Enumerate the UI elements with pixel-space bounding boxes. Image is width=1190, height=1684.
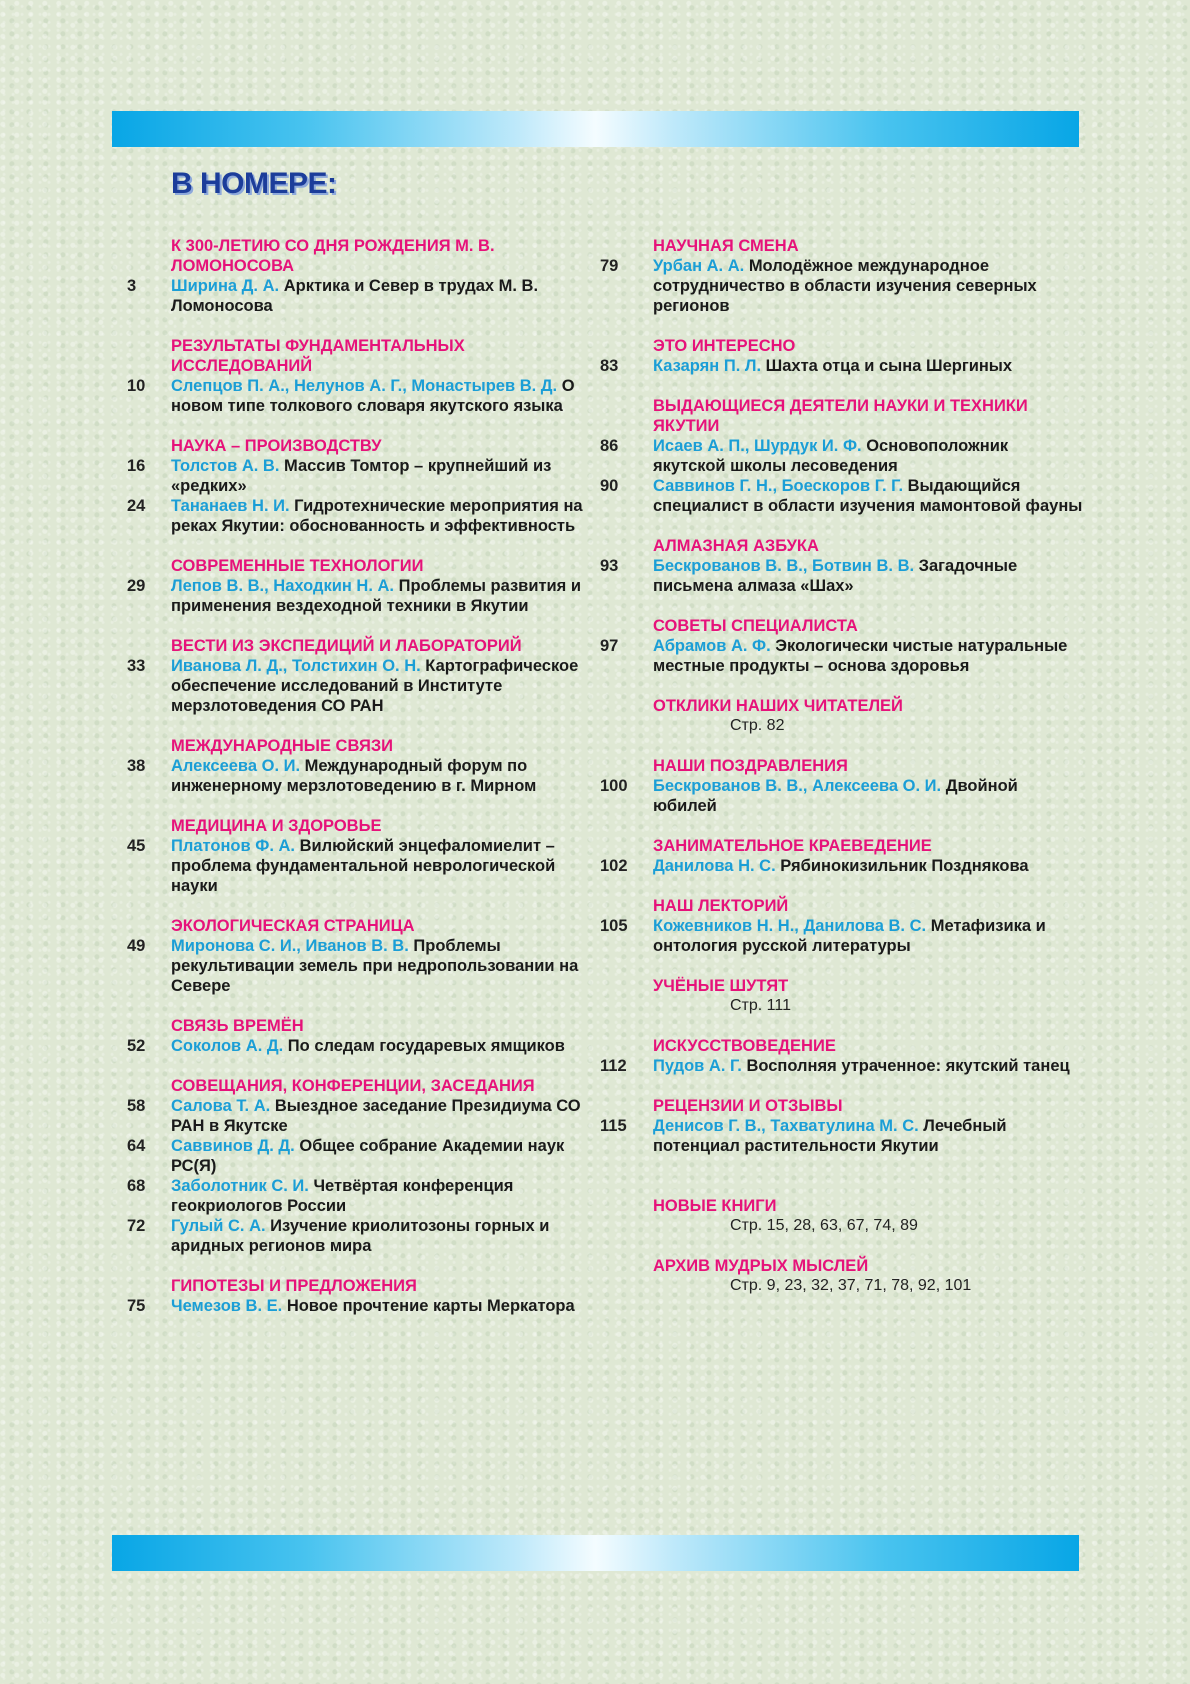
page-number: 10: [127, 377, 146, 395]
toc-section: [600, 396, 1085, 516]
entry-title: Молодёжное международное сотрудничество в области изучения северных регионов: [653, 257, 1037, 315]
page-number: 97: [600, 637, 619, 655]
entry-text: [171, 836, 598, 896]
entry-text: [653, 436, 1085, 476]
toc-section: [118, 336, 598, 416]
section-heading: ВЕСТИ ИЗ ЭКСПЕДИЦИЙ И ЛАБОРАТОРИЙ: [171, 637, 522, 655]
toc-section: [118, 736, 598, 796]
page-number: 24: [127, 497, 146, 515]
section-heading: НАШИ ПОЗДРАВЛЕНИЯ: [653, 757, 848, 775]
page-number: 83: [600, 357, 619, 375]
section-heading: СВЯЗЬ ВРЕМЁН: [171, 1017, 304, 1035]
toc-entry[interactable]: [118, 1036, 598, 1056]
entry-text: [171, 1216, 598, 1256]
toc-entry[interactable]: [118, 376, 598, 416]
entry-title: Шахта отца и сына Шергиных: [765, 357, 1013, 375]
entry-title: По следам государевых ямщиков: [287, 1037, 565, 1055]
entry-text: [171, 496, 598, 536]
toc-entry[interactable]: [600, 636, 1085, 676]
page-number: 105: [600, 917, 628, 935]
toc-section: [118, 556, 598, 616]
section-heading: РЕЦЕНЗИИ И ОТЗЫВЫ: [653, 1097, 843, 1115]
toc-entry[interactable]: [600, 1116, 1085, 1156]
entry-title: О новом типе толкового словаря якутского языка: [171, 377, 575, 415]
toc-entry[interactable]: [600, 1056, 1085, 1076]
toc-entry[interactable]: [600, 556, 1085, 596]
page-number: 49: [127, 937, 146, 955]
section-heading: ЭКОЛОГИЧЕСКАЯ СТРАНИЦА: [171, 917, 415, 935]
toc-section: [600, 536, 1085, 596]
entry-author: Салова Т. А.: [171, 1097, 271, 1115]
entry-title: Проблемы рекультивации земель при недропользовании на Севере: [171, 937, 579, 995]
page-number: 29: [127, 577, 146, 595]
entry-text: [171, 1296, 598, 1316]
entry-title: Проблемы развития и применения вездеходной техники в Якутии: [171, 577, 582, 615]
section-heading: СОВРЕМЕННЫЕ ТЕХНОЛОГИИ: [171, 557, 424, 575]
page-number: 64: [127, 1137, 146, 1155]
toc-section: [118, 636, 598, 716]
toc-entry[interactable]: [600, 356, 1085, 376]
page-number: 115: [600, 1117, 627, 1135]
section-heading: АЛМАЗНАЯ АЗБУКА: [653, 537, 819, 555]
page-number: 100: [600, 777, 628, 795]
section-heading: СОВЕЩАНИЯ, КОНФЕРЕНЦИИ, ЗАСЕДАНИЯ: [171, 1077, 535, 1095]
entry-author: Миронова С. И., Иванов В. В.: [171, 937, 409, 955]
entry-text: [171, 456, 598, 496]
toc-section: [600, 336, 1085, 376]
entry-author: Ширина Д. А.: [171, 277, 280, 295]
toc-entry[interactable]: [118, 1096, 598, 1136]
page-title: В НОМЕРЕ:: [171, 167, 337, 200]
page-number: 3: [127, 277, 137, 295]
toc-right-column: [600, 236, 1085, 1316]
page-reference: Стр. 82: [730, 717, 785, 734]
page-number: 86: [600, 437, 619, 455]
top-decorative-band: [112, 111, 1079, 147]
toc-section: [600, 1036, 1085, 1076]
toc-section: [118, 436, 598, 536]
entry-title: Массив Томтор – крупнейший из «редких»: [171, 457, 552, 495]
bottom-decorative-band: [112, 1535, 1079, 1571]
page-reference: Стр. 111: [730, 997, 791, 1014]
section-heading: АРХИВ МУДРЫХ МЫСЛЕЙ: [653, 1257, 869, 1275]
section-heading: РЕЗУЛЬТАТЫ ФУНДАМЕНТАЛЬНЫХ ИССЛЕДОВАНИЙ: [171, 337, 465, 375]
page-number: 58: [127, 1097, 146, 1115]
toc-entry[interactable]: [600, 776, 1085, 816]
toc-entry[interactable]: [118, 576, 598, 616]
entry-title: Лечебный потенциал растительности Якутии: [653, 1117, 1007, 1155]
section-heading: СОВЕТЫ СПЕЦИАЛИСТА: [653, 617, 858, 635]
toc-entry[interactable]: [118, 1136, 598, 1176]
entry-author: Заболотник С. И.: [171, 1177, 309, 1195]
section-heading: ОТКЛИКИ НАШИХ ЧИТАТЕЛЕЙ: [653, 697, 903, 715]
section-heading: ГИПОТЕЗЫ И ПРЕДЛОЖЕНИЯ: [171, 1277, 417, 1295]
toc-section: [118, 816, 598, 896]
page-number: 45: [127, 837, 146, 855]
toc-entry[interactable]: [118, 656, 598, 716]
toc-section: [600, 696, 1085, 736]
entry-text: [653, 1056, 1085, 1076]
section-heading: ЗАНИМАТЕЛЬНОЕ КРАЕВЕДЕНИЕ: [653, 837, 932, 855]
entry-text: [653, 776, 1085, 816]
entry-author: Бескрованов В. В., Ботвин В. В.: [653, 557, 915, 575]
entry-author: Толстов А. В.: [171, 457, 280, 475]
entry-text: [171, 576, 598, 616]
toc-section: [600, 756, 1085, 816]
entry-text: [653, 356, 1085, 376]
toc-left-column: [118, 236, 598, 1336]
entry-author: Саввинов Д. Д.: [171, 1137, 295, 1155]
entry-text: [653, 856, 1085, 876]
page-reference: Стр. 15, 28, 63, 67, 74, 89: [730, 1217, 918, 1234]
entry-author: Соколов А. Д.: [171, 1037, 284, 1055]
section-heading: НАШ ЛЕКТОРИЙ: [653, 897, 789, 915]
entry-text: [171, 1136, 598, 1176]
toc-section: [600, 616, 1085, 676]
toc-section: [118, 916, 598, 996]
toc-entry[interactable]: [600, 476, 1085, 516]
toc-section: [118, 1276, 598, 1316]
entry-title: Новое прочтение карты Меркатора: [286, 1297, 575, 1315]
page-number: 38: [127, 757, 146, 775]
toc-entry[interactable]: [118, 836, 598, 896]
entry-text: [171, 936, 598, 996]
entry-author: Данилова Н. С.: [653, 857, 776, 875]
entry-author: Платонов Ф. А.: [171, 837, 295, 855]
entry-text: [171, 276, 598, 316]
toc-entry[interactable]: [600, 256, 1085, 316]
toc-entry[interactable]: [118, 756, 598, 796]
toc-entry[interactable]: [118, 1216, 598, 1256]
toc-section: [600, 1256, 1085, 1296]
toc-section: [118, 1016, 598, 1056]
entry-text: [653, 556, 1085, 596]
entry-author: Иванова Л. Д., Толстихин О. Н.: [171, 657, 421, 675]
entry-author: Алексеева О. И.: [171, 757, 301, 775]
toc-entry[interactable]: [600, 856, 1085, 876]
section-heading: ЭТО ИНТЕРЕСНО: [653, 337, 796, 355]
entry-author: Исаев А. П., Шурдук И. Ф.: [653, 437, 862, 455]
entry-title: Четвёртая конференция геокриологов России: [171, 1177, 514, 1215]
entry-author: Урбан А. А.: [653, 257, 745, 275]
section-heading: МЕЖДУНАРОДНЫЕ СВЯЗИ: [171, 737, 394, 755]
entry-author: Гулый С. А.: [171, 1217, 266, 1235]
entry-title: Двойной юбилей: [653, 777, 1018, 815]
page-number: 68: [127, 1177, 146, 1195]
toc-section: [600, 896, 1085, 956]
entry-text: [653, 476, 1085, 516]
entry-text: [171, 1096, 598, 1136]
section-heading: МЕДИЦИНА И ЗДОРОВЬЕ: [171, 817, 382, 835]
toc-entry[interactable]: [600, 916, 1085, 956]
entry-author: Пудов А. Г.: [653, 1057, 742, 1075]
toc-entry[interactable]: [118, 1176, 598, 1216]
entry-text: [653, 916, 1085, 956]
entry-author: Слепцов П. А., Нелунов А. Г., Монастырев В. Д.: [171, 377, 558, 395]
entry-title: Выездное заседание Президиума СО РАН в Якутске: [171, 1097, 581, 1135]
entry-title: Международный форум по инженерному мерзлотоведению в г. Мирном: [171, 757, 537, 795]
entry-author: Казарян П. Л.: [653, 357, 762, 375]
toc-entry[interactable]: [118, 936, 598, 996]
page-number: 16: [127, 457, 146, 475]
entry-text: [171, 376, 598, 416]
entry-title: Экологически чистые натуральные местные продукты – основа здоровья: [653, 637, 1068, 675]
entry-author: Абрамов А. Ф.: [653, 637, 771, 655]
entry-author: Денисов Г. В., Тахватулина М. С.: [653, 1117, 919, 1135]
entry-title: Общее собрание Академии наук РС(Я): [171, 1137, 565, 1175]
entry-title: Изучение криолитозоны горных и аридных регионов мира: [171, 1217, 550, 1255]
toc-section: [600, 1096, 1085, 1156]
toc-section: [600, 236, 1085, 316]
section-heading: НОВЫЕ КНИГИ: [653, 1197, 777, 1215]
entry-author: Саввинов Г. Н., Боескоров Г. Г.: [653, 477, 904, 495]
section-heading: УЧЁНЫЕ ШУТЯТ: [653, 977, 789, 995]
entry-text: [653, 256, 1085, 316]
entry-text: [171, 1176, 598, 1216]
toc-section: [600, 836, 1085, 876]
entry-title: Рябинокизильник Позднякова: [780, 857, 1029, 875]
entry-title: Картографическое обеспечение исследований в Институте мерзлотоведения СО РАН: [171, 657, 579, 715]
toc-section: [118, 236, 598, 316]
page-number: 72: [127, 1217, 146, 1235]
section-heading: НАУКА – ПРОИЗВОДСТВУ: [171, 437, 382, 455]
toc-section: [600, 1196, 1085, 1236]
entry-author: Бескрованов В. В., Алексеева О. И.: [653, 777, 942, 795]
entry-title: Основоположник якутской школы лесоведения: [653, 437, 1009, 475]
toc-entry[interactable]: [118, 276, 598, 316]
entry-title: Арктика и Север в трудах М. В. Ломоносова: [171, 277, 539, 315]
entry-title: Загадочные письмена алмаза «Шах»: [653, 557, 1018, 595]
entry-title: Вилюйский энцефаломиелит – проблема фундаментальной неврологической науки: [171, 837, 556, 895]
page-number: 79: [600, 257, 619, 275]
page-number: 52: [127, 1037, 146, 1055]
section-heading: ВЫДАЮЩИЕСЯ ДЕЯТЕЛИ НАУКИ И ТЕХНИКИ ЯКУТИИ: [653, 397, 1028, 435]
section-heading: НАУЧНАЯ СМЕНА: [653, 237, 799, 255]
toc-entry[interactable]: [118, 496, 598, 536]
entry-text: [171, 656, 598, 716]
entry-text: [171, 1036, 598, 1056]
entry-title: Восполняя утраченное: якутский танец: [746, 1057, 1070, 1075]
entry-text: [653, 1116, 1085, 1156]
entry-author: Кожевников Н. Н., Данилова В. С.: [653, 917, 927, 935]
entry-title: Метафизика и онтология русской литературы: [653, 917, 1046, 955]
toc-section: [600, 976, 1085, 1016]
entry-title: Гидротехнические мероприятия на реках Якутии: обоснованность и эффективность: [171, 497, 583, 535]
section-heading: К 300-ЛЕТИЮ СО ДНЯ РОЖДЕНИЯ М. В. ЛОМОНОСОВА: [171, 237, 495, 275]
page-number: 33: [127, 657, 146, 675]
entry-author: Чемезов В. Е.: [171, 1297, 283, 1315]
toc-entry[interactable]: [118, 456, 598, 496]
entry-author: Тананаев Н. И.: [171, 497, 290, 515]
section-heading: ИСКУССТВОВЕДЕНИЕ: [653, 1037, 836, 1055]
toc-section: [118, 1076, 598, 1256]
page-number: 112: [600, 1057, 627, 1075]
entry-text: [171, 756, 598, 796]
toc-entry[interactable]: [118, 1296, 598, 1316]
page-number: 93: [600, 557, 619, 575]
entry-author: Лепов В. В., Находкин Н. А.: [171, 577, 395, 595]
entry-text: [653, 636, 1085, 676]
toc-entry[interactable]: [600, 436, 1085, 476]
page-number: 102: [600, 857, 628, 875]
page-number: 90: [600, 477, 619, 495]
page-reference: Стр. 9, 23, 32, 37, 71, 78, 92, 101: [730, 1277, 972, 1294]
entry-title: Выдающийся специалист в области изучения мамонтовой фауны: [653, 477, 1083, 515]
page-number: 75: [127, 1297, 146, 1315]
